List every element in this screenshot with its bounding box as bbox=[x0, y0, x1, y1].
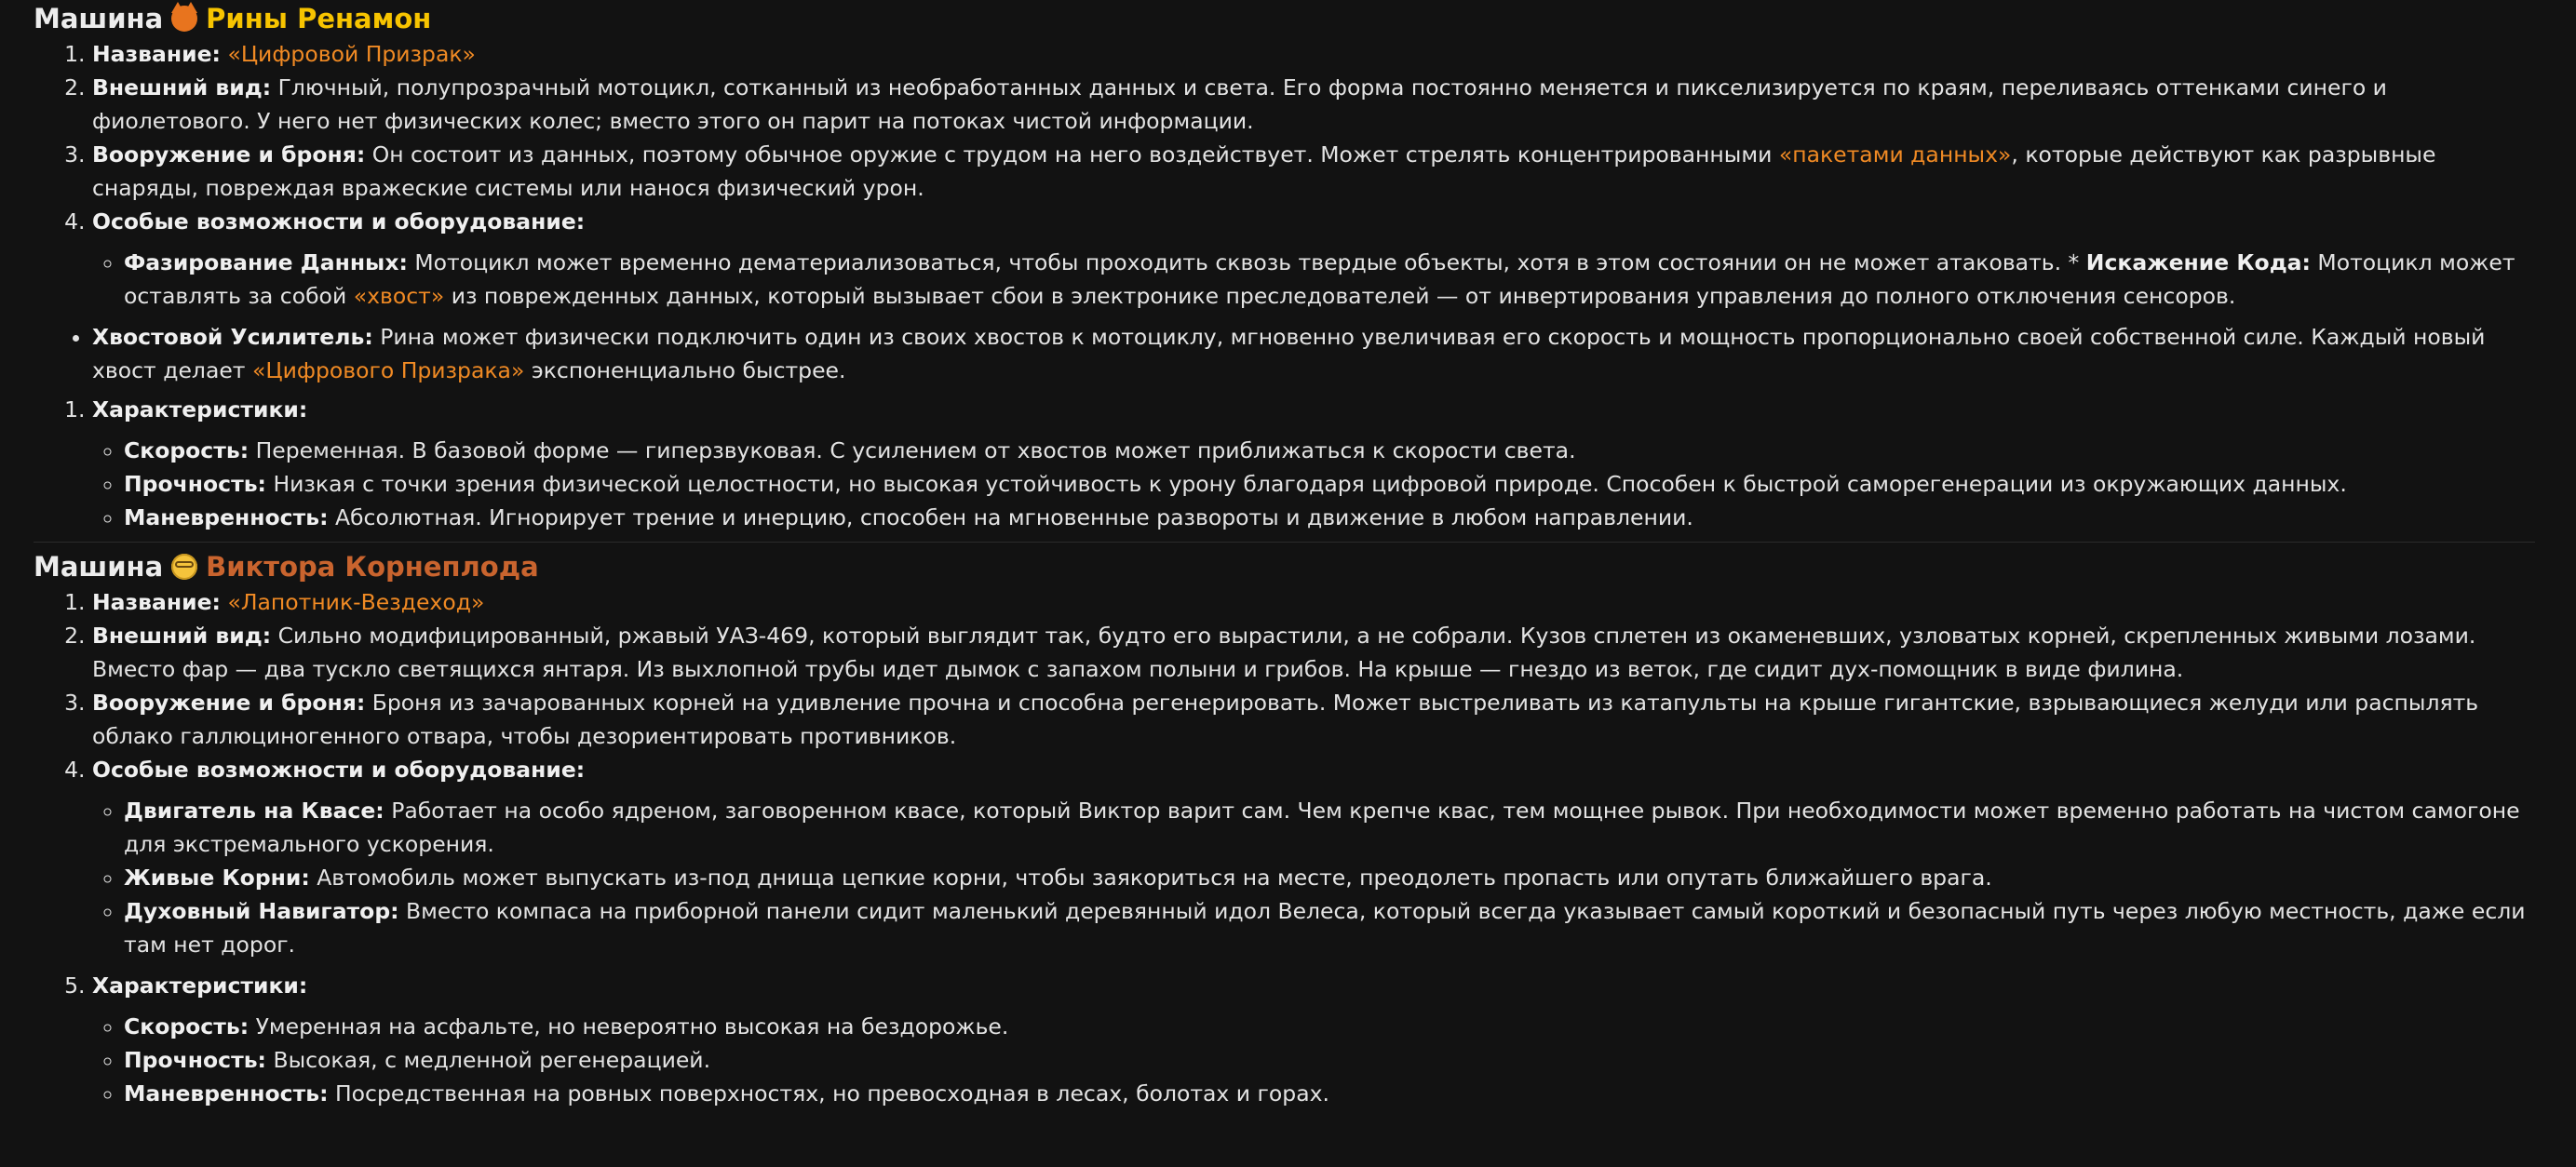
list-item bbox=[92, 71, 2535, 138]
list-item bbox=[92, 37, 2535, 71]
list-item bbox=[124, 1077, 2535, 1110]
item-label: Хвостовой Усилитель: bbox=[92, 324, 373, 350]
item-label: Вооружение и броня: bbox=[92, 690, 366, 716]
rina-characteristics-list bbox=[34, 393, 2535, 534]
ability-text: Мотоцикл может временно дематериализоваться, чтобы проходить сквозь твердые объекты, хотя в этом состоянии он не может атаковать. * bbox=[414, 249, 2080, 275]
ability-label: Духовный Навигатор: bbox=[124, 898, 399, 924]
item-label: Характеристики: bbox=[92, 396, 308, 423]
item-text: Он состоит из данных, поэтому обычное оружие с трудом на него воздействует. Может стрелять концентрированными bbox=[371, 141, 1773, 168]
rina-details-list bbox=[34, 37, 2535, 313]
item-text: , которые действуют как разрывные снаряды, повреждая вражеские системы или нанося физический урон. bbox=[92, 141, 2436, 201]
item-label: Характеристики: bbox=[92, 972, 308, 999]
item-text: Рина может физически подключить один из своих хвостов к мотоциклу, мгновенно увеличивая его скорость и мощность пропорционально своей собственной силе. Каждый новый хвост делает bbox=[92, 324, 2486, 383]
char-text: Абсолютная. Игнорирует трение и инерцию, способен на мгновенные развороты и движение в любом направлении. bbox=[334, 504, 1693, 530]
list-item bbox=[124, 894, 2535, 961]
highlight-text: «хвост» bbox=[353, 283, 445, 309]
ability-text: Работает на особо ядреном, заговоренном квасе, который Виктор варит сам. Чем крепче квас, тем мощнее рывок. При необходимости может временно работать на чистом самогоне для экстремального ускорения. bbox=[124, 798, 2520, 857]
section-rina-heading bbox=[34, 0, 2535, 37]
char-label: Скорость: bbox=[124, 1013, 250, 1040]
item-text: Броня из зачарованных корней на удивление прочна и способна регенерировать. Может выстреливать из катапульты на крыше гигантские, взрывающиеся желуди или распылять облако галлюциногенного отвара, чтобы дезориентировать противников. bbox=[92, 690, 2479, 749]
char-label: Маневренность: bbox=[124, 504, 329, 530]
list-item bbox=[124, 467, 2535, 501]
ability-text: Вместо компаса на приборной панели сидит маленький деревянный идол Велеса, который всегда указывает самый короткий и безопасный путь через любую местность, даже если там нет дорог. bbox=[124, 898, 2526, 958]
fox-face-icon bbox=[171, 6, 197, 32]
ability-text: из поврежденных данных, который вызывает сбои в электронике преследователей — от инвертирования управления до полного отключения сенсоров. bbox=[451, 283, 2236, 309]
item-label: Вооружение и броня: bbox=[92, 141, 366, 168]
char-label: Прочность: bbox=[124, 471, 266, 497]
list-item bbox=[92, 969, 2535, 1110]
list-item bbox=[92, 619, 2535, 686]
highlight-text: «пакетами данных» bbox=[1778, 141, 2012, 168]
heading-prefix: Машина bbox=[34, 551, 164, 583]
char-text: Посредственная на ровных поверхностях, но превосходная в лесах, болотах и горах. bbox=[334, 1080, 1329, 1107]
item-label: Особые возможности и оборудование: bbox=[92, 208, 586, 235]
list-item bbox=[124, 794, 2535, 861]
abilities-list bbox=[92, 794, 2535, 961]
item-label: Внешний вид: bbox=[92, 74, 272, 101]
characteristics-sublist bbox=[92, 1010, 2535, 1110]
list-item bbox=[124, 501, 2535, 534]
list-item bbox=[92, 138, 2535, 205]
list-item bbox=[92, 753, 2535, 961]
tail-bullet-list bbox=[34, 320, 2535, 387]
char-label: Прочность: bbox=[124, 1047, 266, 1073]
highlight-text: «Цифрового Призрака» bbox=[251, 357, 525, 383]
item-text: экспоненциально быстрее. bbox=[531, 357, 846, 383]
list-item bbox=[124, 1010, 2535, 1043]
viktor-details-list bbox=[34, 585, 2535, 1110]
char-text: Умеренная на асфальте, но невероятно высокая на бездорожье. bbox=[255, 1013, 1009, 1040]
section-divider bbox=[34, 542, 2535, 543]
list-item bbox=[124, 861, 2535, 894]
ability-label: Фазирование Данных: bbox=[124, 249, 408, 275]
char-text: Высокая, с медленной регенерацией. bbox=[273, 1047, 711, 1073]
list-item bbox=[124, 434, 2535, 467]
ability-label: Живые Корни: bbox=[124, 865, 310, 891]
abilities-list bbox=[92, 246, 2535, 313]
item-text: Сильно модифицированный, ржавый УАЗ-469, который выглядит так, будто его вырастили, а не собрали. Кузов сплетен из окаменевших, узловатых корней, скрепленных живыми лозами. Вместо фар — два тускло светящихся янтаря. Из выхлопной трубы идет дымок с запахом полыни и грибов. На крыше — гнездо из веток, где сидит дух-помощник в виде филина. bbox=[92, 623, 2476, 682]
list-item bbox=[92, 205, 2535, 313]
ability-label: Двигатель на Квасе: bbox=[124, 798, 384, 824]
list-item bbox=[124, 1043, 2535, 1077]
char-label: Маневренность: bbox=[124, 1080, 329, 1107]
ability-text: Автомобиль может выпускать из-под днища цепкие корни, чтобы заякориться на месте, преодолеть пропасть или опутать ближайшего врага. bbox=[317, 865, 1992, 891]
char-label: Скорость: bbox=[124, 437, 250, 463]
vehicle-name: «Лапотник-Вездеход» bbox=[227, 589, 485, 615]
list-item bbox=[92, 585, 2535, 619]
item-label: Название: bbox=[92, 589, 221, 615]
list-item bbox=[92, 686, 2535, 753]
char-text: Переменная. В базовой форме — гиперзвуковая. С усилением от хвостов может приближаться к скорости света. bbox=[255, 437, 1576, 463]
item-label: Внешний вид: bbox=[92, 623, 272, 649]
vehicle-name: «Цифровой Призрак» bbox=[227, 41, 476, 67]
list-item bbox=[124, 246, 2535, 313]
char-text: Низкая с точки зрения физической целостности, но высокая устойчивость к урону благодаря цифровой природе. Способен к быстрой саморегенерации из окружающих данных. bbox=[273, 471, 2347, 497]
item-label: Особые возможности и оборудование: bbox=[92, 757, 586, 783]
section-viktor-heading bbox=[34, 548, 2535, 585]
ability-label: Искажение Кода: bbox=[2085, 249, 2311, 275]
heading-name: Рины Ренамон bbox=[206, 3, 432, 34]
characteristics-sublist bbox=[92, 434, 2535, 534]
nerd-face-icon bbox=[171, 554, 197, 580]
ability-text: Мотоцикл может оставлять за собой bbox=[124, 249, 2515, 309]
heading-prefix: Машина bbox=[34, 3, 164, 34]
list-item bbox=[92, 393, 2535, 534]
heading-name: Виктора Корнеплода bbox=[206, 551, 539, 583]
item-label: Название: bbox=[92, 41, 221, 67]
list-item bbox=[92, 320, 2535, 387]
item-text: Глючный, полупрозрачный мотоцикл, сотканный из необработанных данных и света. Его форма постоянно меняется и пикселизируется по краям, переливаясь оттенками синего и фиолетового. У него нет физических колес; вместо этого он парит на потоках чистой информации. bbox=[92, 74, 2387, 134]
